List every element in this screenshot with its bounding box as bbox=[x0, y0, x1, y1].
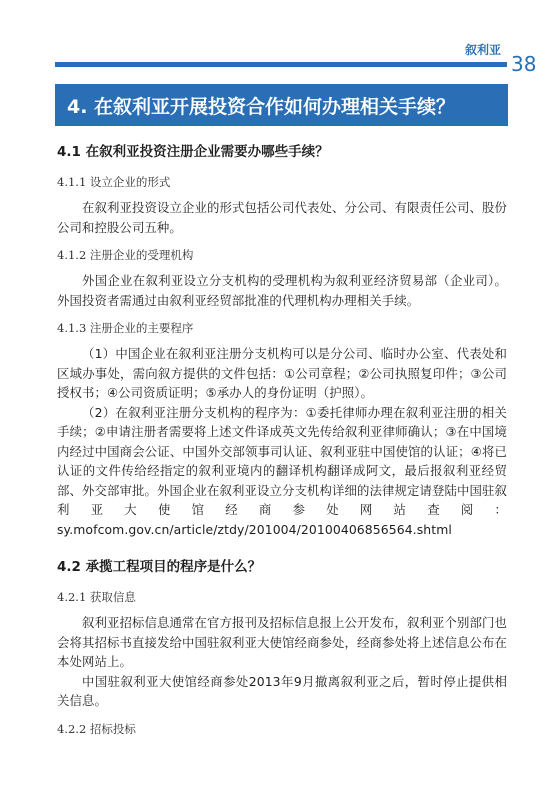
paragraph: （2）在叙利亚注册分支机构的程序为：①委托律师办理在叙利亚注册的相关手续；②申请注册者需要将上述文件译成英文先传给叙利亚律师确认；③在中国境内经过中国商会公证、中国外交部领事司认证、叙利亚驻中国使馆的认证；④将已认证的文件传给经指定的叙利亚境内的翻译机构翻译成阿文，最后报叙利亚经贸部、外交部审批。外国企业在叙利亚设立分支机构详细的法律规定请登陆中国驻叙利亚大使馆经商参处网站查阅：sy.mofcom.gov.cn/article/ztdy/201004/20100406856564.shtml bbox=[57, 404, 507, 537]
section-heading-4-2: 4.2 承揽工程项目的程序是什么？ bbox=[57, 559, 262, 575]
paragraph: （1）中国企业在叙利亚注册分支机构可以是分公司、临时办公室、代表处和区域办事处，需向叙方提供的文件包括：①公司章程；②公司执照复印件；③公司授权书；④公司资质证明；⑤承办人的身份证明（护照）。 bbox=[57, 346, 507, 400]
subsection-heading-4-1-2: 4.1.2 注册企业的受理机构 bbox=[57, 248, 194, 262]
section-heading-4-1: 4.1 在叙利亚投资注册企业需要办哪些手续？ bbox=[57, 144, 329, 160]
header-rule bbox=[55, 62, 507, 67]
chapter-title: 4. 在叙利亚开展投资合作如何办理相关手续？ bbox=[67, 95, 456, 118]
subsection-heading-4-2-2: 4.2.2 招标投标 bbox=[57, 721, 136, 736]
page-content bbox=[57, 140, 507, 745]
paragraph: 在叙利亚投资设立企业的形式包括公司代表处、分公司、有限责任公司、股份公司和控股公司五种。 bbox=[57, 200, 507, 235]
header-country: 叙利亚 bbox=[464, 43, 501, 57]
paragraph: 叙利亚招标信息通常在官方报刊及招标信息报上公开发布，叙利亚个别部门也会将其招标书直接发给中国驻叙利亚大使馆经商参处，经商参处将上述信息公布在本处网站上。 bbox=[57, 615, 507, 669]
paragraph: 中国驻叙利亚大使馆经商参处2013年9月撤离叙利亚之后，暂时停止提供相关信息。 bbox=[57, 673, 507, 708]
page-number: 38 bbox=[511, 52, 537, 76]
subsection-heading-4-1-1: 4.1.1 设立企业的形式 bbox=[57, 175, 171, 189]
paragraph: 外国企业在叙利亚设立分支机构的受理机构为叙利亚经济贸易部（企业司）。外国投资者需通过由叙利亚经贸部批准的代理机构办理相关手续。 bbox=[57, 273, 507, 308]
chapter-title-bar bbox=[55, 84, 508, 126]
subsection-heading-4-2-1: 4.2.1 获取信息 bbox=[57, 590, 136, 604]
subsection-heading-4-1-3: 4.1.3 注册企业的主要程序 bbox=[57, 321, 194, 335]
